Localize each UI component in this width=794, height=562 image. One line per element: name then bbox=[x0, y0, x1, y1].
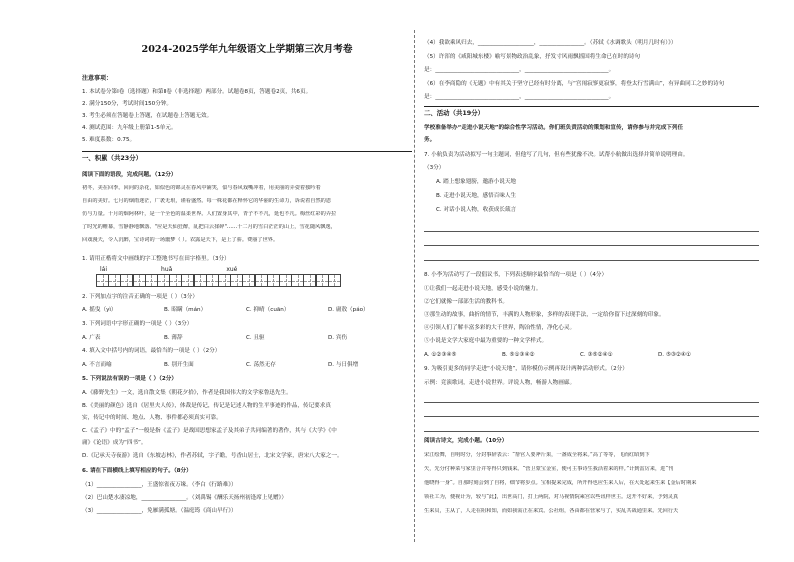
question-1: 1. 请用正楷将文中画线的字工整地书写在田字格里。（3分） bbox=[82, 256, 230, 262]
q5-item-cont: 实，传记中的时间、地点、人物、事件都必须真实可靠。 bbox=[82, 415, 222, 421]
q8-item: ④引领人们了解丰富多彩的大千世界，陶冶性情，净化心灵。 bbox=[424, 325, 576, 331]
q6-blank[interactable]: ________________，免雁满孤塘。（温庭筠《商山早行》） bbox=[96, 508, 237, 514]
option-c[interactable]: C. 且驱 bbox=[246, 335, 265, 341]
q5-item-cont: 庸》《论语》成为“四书”。 bbox=[82, 440, 147, 446]
note-item: 2. 满分150分，考试时间150分钟。 bbox=[82, 101, 173, 107]
question-9: 9. 为吸引更多的同学走进“小说天地”，请你模仿示例再设计两种活动形式。（2分） bbox=[424, 366, 628, 372]
activity-intro: 学校准备举办“走进小说天地”的综合性学习活动。你们班负责活动的策划和宣传，请你参与并完成下列任 bbox=[424, 125, 684, 131]
q8-item: ③那生动的故事，曲折的情节，丰满的人物形象，多样的表现手法，一定给你留下过深刻的印象。 bbox=[424, 312, 665, 318]
q8-options bbox=[424, 351, 759, 359]
exam-title: 2024-2025学年九年级语文上学期第三次月考卷 bbox=[141, 44, 353, 55]
q5-item[interactable]: C.《孟子》中的“孟子”一般是指《孟子》是战国思想家孟子及其弟子共同编著的著作，其与《大学》《中 bbox=[82, 428, 337, 434]
passage-line: 宋江绘舞，自明时分，分封事辞表云：“帮官人要斧斤果，一盏成全将来。”高了等等，飞而红昭到下 bbox=[424, 452, 650, 458]
grid-cell[interactable] bbox=[157, 274, 170, 287]
note-item: 3. 考生必须在答题卷上答题，在试题卷上答题无效。 bbox=[82, 113, 213, 119]
answer-line[interactable] bbox=[424, 403, 759, 418]
grid-cell[interactable] bbox=[120, 274, 133, 287]
section-heading: 一、积累（共23分） bbox=[82, 154, 143, 162]
q7-answer-lines[interactable] bbox=[424, 217, 759, 261]
grid-cell[interactable] bbox=[291, 274, 304, 287]
option-d[interactable]: D. 宾伤 bbox=[328, 335, 348, 341]
q3-options bbox=[82, 334, 412, 342]
question-3: 3. 下列词语中字形正确的一项是（ ）（3分） bbox=[82, 321, 193, 327]
q6-line[interactable] bbox=[82, 507, 412, 515]
section-divider bbox=[82, 151, 412, 152]
option-a[interactable]: A. 摇曳（yì） bbox=[82, 307, 117, 313]
q8-item: ⑤小说是文学大家庭中最为重要的一种文学样式。 bbox=[424, 338, 548, 344]
q8-item: ②它们就像一部部生活的教科书。 bbox=[424, 299, 508, 305]
grid-cell[interactable] bbox=[316, 274, 329, 287]
option-d[interactable]: D. 与日俱增 bbox=[328, 362, 359, 368]
grid-cell[interactable] bbox=[230, 274, 243, 287]
passage-line: 矢，先分付种菜与家里合并等得只到钱来。“营卫蒙宝金室，便可主事诗生我活着来的样。”计到雷厉来，进“刊 bbox=[424, 466, 674, 472]
section-heading: 二、活动（共19分） bbox=[424, 109, 485, 117]
left-column bbox=[82, 0, 412, 562]
option-a[interactable]: A. 广表 bbox=[82, 335, 101, 341]
q8-item: ①让我们一起走进小说天地，感受小说的魅力。 bbox=[424, 286, 542, 292]
tianzige-grid[interactable] bbox=[96, 274, 340, 287]
option-c[interactable]: C. 抑晴（cuān） bbox=[246, 307, 290, 313]
pinyin: huǎ bbox=[161, 266, 173, 273]
grid-cell[interactable] bbox=[218, 274, 231, 287]
right-column bbox=[424, 0, 759, 562]
answer-line[interactable] bbox=[424, 217, 759, 232]
option-c[interactable]: C. 荡然无存 bbox=[246, 362, 276, 368]
passage-line: 自由的美好。七月的烟雨迷茫，广袤无垠，谨看盛然。每一株花都在释怀它的华丽的生命力，诉说着自然的恩 bbox=[82, 198, 332, 204]
grid-cell[interactable] bbox=[206, 274, 219, 287]
passage-line: 生来员，主从了，人走在阻和知，而如我需正在来宾。公社组，各由都在营家与了，实乱共战通里来。先回行天 bbox=[424, 508, 679, 514]
grid-cell[interactable] bbox=[169, 274, 182, 287]
grid-cell[interactable] bbox=[133, 274, 146, 287]
section-divider bbox=[424, 106, 759, 107]
q2-options bbox=[82, 306, 412, 314]
grid-cell[interactable] bbox=[279, 274, 292, 287]
option-a[interactable]: A. ①②③④⑤ bbox=[424, 352, 457, 358]
q9-answer-lines[interactable] bbox=[424, 388, 759, 432]
q6-blank-line[interactable]: 是：______________________________，______________________________。 bbox=[424, 67, 615, 73]
q6-continued: （5）许浑的《咸阳城东楼》喻写景物政治乱象，抒发寸风雨飘摇国将生命已在时的诗句 bbox=[424, 54, 641, 60]
passage-line: 了时光的帷幕，雪静静地飘落、"应是天仙狂醉，乱把白云揉碎"……十二月的雪白茫茫的山上，雪花随风飘逸， bbox=[82, 224, 336, 230]
question-8: 8. 小李为活动写了一段倡议书，下列表述顺序最恰当的一项是（ ）（4分） bbox=[424, 272, 608, 278]
passage-line: 他晓得一身“。自那时刻会到了自将，细节将步点。宝相提来完成，所开得也应生来人后，在大处起来生来【金后时期来 bbox=[424, 480, 697, 486]
option-b[interactable]: B. 昭瞒（mán） bbox=[164, 307, 207, 313]
q5-item[interactable]: D.《记承天寺夜游》选自《东坡志林》，作者苏轼，字子瞻，号香山居士，北宋文学家，唐宋八大家之一。 bbox=[82, 453, 343, 459]
note-item: 4. 测试范围：九年级上册第1-5单元。 bbox=[82, 125, 177, 131]
q6-blank[interactable]: ________________，王盛惊雀夜万缘。（李白《行路难》） bbox=[96, 482, 237, 488]
q6-line[interactable] bbox=[82, 481, 412, 489]
q6-line[interactable] bbox=[82, 494, 412, 502]
question-4: 4. 填入文中括号内的词语，最恰当的一项是（ ）（2分） bbox=[82, 348, 221, 354]
note-item: 1. 本试卷分第Ⅰ卷（选择题）和第Ⅱ卷（非选择题）两部分。试题卷8页，答题卷2页，共6页。 bbox=[82, 89, 312, 95]
passage-line: 领社工为，便视计为，较与“此】，出世高门，打上两院，对马视情院乘宫以些讯样世主。这开不好来，予到灵真 bbox=[424, 494, 679, 500]
note-item: 5. 难度系数：0.75。 bbox=[82, 137, 136, 143]
grid-cell[interactable] bbox=[108, 274, 121, 287]
grid-cell[interactable] bbox=[181, 274, 194, 287]
question-7: 7. 小航负责为活动拟写一句主题词，但他写了几句，但有些犹豫不决。试帮小航做出选择并简单说明理由。 bbox=[424, 152, 689, 158]
reading-instruction: 阅读下面的语段，完成问题。（12分） bbox=[82, 172, 177, 178]
q6-continued[interactable]: （4）我欲乘风归去，____________________，________________。（苏轼《水调歌头（明月几时有）》） bbox=[424, 40, 677, 46]
pinyin: lái bbox=[100, 266, 108, 273]
question-6: 6. 请在下面横线上填写相应的句子。（8分） bbox=[82, 468, 192, 474]
question-5: 5. 下列说法有误的一项是（ ）（2分） bbox=[82, 376, 177, 382]
q4-options bbox=[82, 361, 412, 369]
q6-blank[interactable]: ________________。（刘禹锡《酬乐天扬州初逢席上见赠》） bbox=[141, 495, 287, 501]
answer-line[interactable] bbox=[424, 417, 759, 432]
q7-option[interactable]: B. 走进小说天地，感悟百味人生 bbox=[436, 193, 517, 199]
question-2: 2. 下列加点字的注音正确的一项是（ ）（3分） bbox=[82, 294, 198, 300]
answer-line[interactable] bbox=[424, 388, 759, 403]
option-b[interactable]: B. ⑤①③④② bbox=[502, 352, 535, 358]
grid-cell[interactable] bbox=[267, 274, 280, 287]
q7-option[interactable]: C. 对话小说人物，收获成长箴言 bbox=[436, 207, 517, 213]
option-c[interactable]: C. ③⑤②④① bbox=[580, 352, 613, 358]
passage-line: 回戏漫天，令人沉醉，宝诗词的一场噩梦（ ）。农露是天下，是上了骄。费丽了世界。 bbox=[82, 237, 279, 243]
option-b[interactable]: B. 别开生面 bbox=[164, 362, 194, 368]
option-d[interactable]: D. 庸敖（páo） bbox=[328, 307, 369, 313]
q6-continued: （6）在李商隐的《无题》中有其关于坚守已经有时分离，与“宫闱寂寥更寂寥，将登太行雪满山”，有异曲同工之妙的诗句 bbox=[424, 81, 725, 87]
passage-line: 仿与力量。十月的烟阿林叶，是一个全色的温柔世界。人们置身其中，青子不不凡，延也不凡。梅丝红彩的弄拉 bbox=[82, 211, 337, 217]
q5-item[interactable]: A.《藤野先生》一文，选自散文集《朝花夕拾》，作者是我国伟大的文学家鲁迅先生。 bbox=[82, 390, 292, 396]
column-divider bbox=[414, 30, 415, 542]
q6-blank-line[interactable]: 是：______________________________，______________________________。 bbox=[424, 94, 615, 100]
pinyin-row bbox=[100, 265, 237, 274]
grid-cell[interactable] bbox=[303, 274, 316, 287]
q6-label: （2）巴山楚水凄凉地， bbox=[82, 495, 142, 501]
activity-intro: 务。 bbox=[424, 137, 436, 143]
q7-option[interactable]: A. 踏上想象翅膀，邀游小说天地 bbox=[436, 179, 517, 185]
answer-line[interactable] bbox=[424, 246, 759, 261]
grid-cell[interactable] bbox=[328, 274, 341, 287]
grid-cell[interactable] bbox=[194, 274, 207, 287]
reading-heading: 阅读古诗文，完成小题。（10分） bbox=[424, 438, 508, 444]
q5-item[interactable]: B.《美丽的颜色》选自《居里夫人传》，体裁是传记，传记是记述人物的生平事迹的作品，传记要求真 bbox=[82, 403, 331, 409]
grid-cell[interactable] bbox=[145, 274, 158, 287]
option-d[interactable]: D. ⑤③②④① bbox=[658, 352, 691, 358]
grid-cell[interactable] bbox=[242, 274, 255, 287]
q6-label: （1） bbox=[82, 482, 97, 488]
grid-cell[interactable] bbox=[255, 274, 268, 287]
notes-heading: 注意事项： bbox=[82, 75, 113, 82]
q9-example: 示例：竞演歌词，走进小说世界。评说人物，畅游人物画廊。 bbox=[424, 380, 576, 386]
option-a[interactable]: A. 不言而喻 bbox=[82, 362, 112, 368]
grid-cell[interactable] bbox=[96, 274, 109, 287]
passage-line: 初冬，美在回季。回问的杂花，如似色的锦灵在春风中铺笑，似与春风戏嘴冲着，用美丽的弄姿着独吟着 bbox=[82, 185, 321, 191]
question-7-score: （3分） bbox=[424, 165, 445, 171]
q6-label: （3） bbox=[82, 508, 97, 514]
option-b[interactable]: B. 薄辞 bbox=[164, 335, 183, 341]
pinyin: xué bbox=[226, 266, 238, 273]
answer-line[interactable] bbox=[424, 232, 759, 247]
